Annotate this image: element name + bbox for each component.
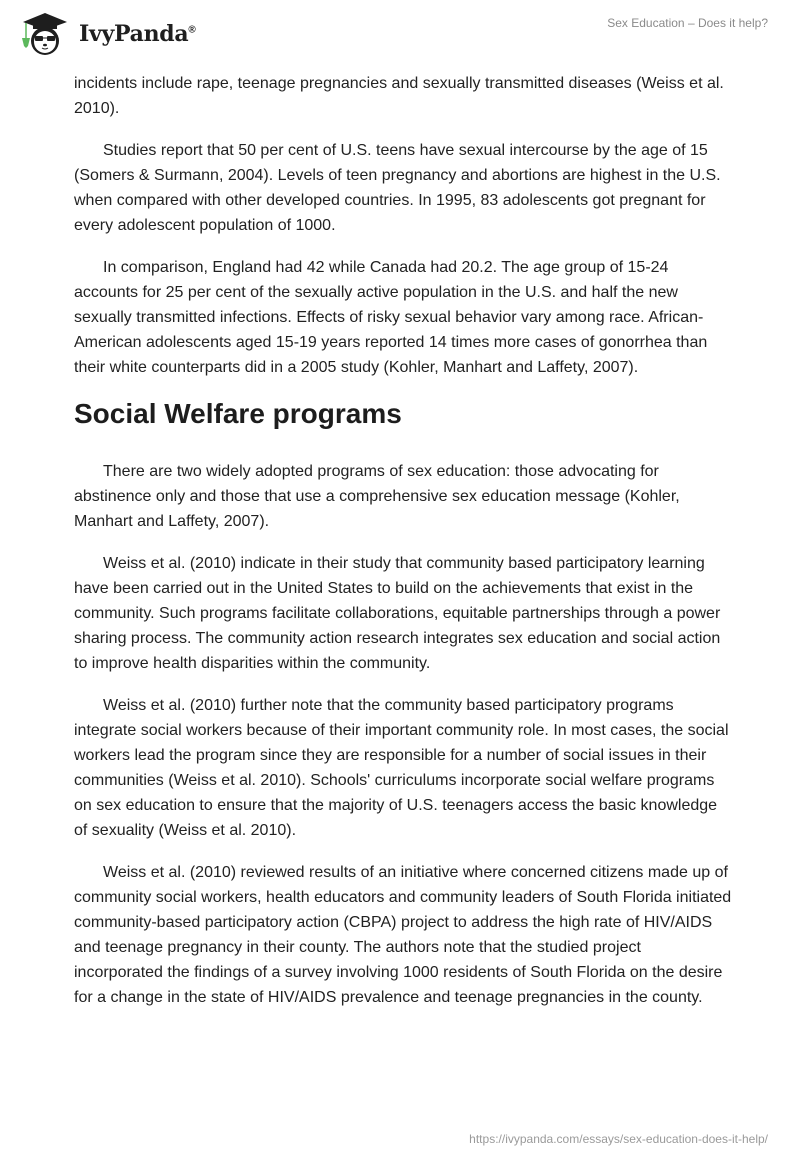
paragraph: incidents include rape, teenage pregnancies and sexually transmitted diseases (Weiss et al. 2010). — [74, 75, 724, 117]
paragraph: Weiss et al. (2010) reviewed results of an initiative where concerned citizens made up of community social workers, health educators and community leaders of South Florida initiated community-based participatory action (CBPA) project to address the high rate of HIV/AIDS and teenage pregnancy in their county. The authors note that the studied project incorporated the findings of a survey involving 1000 residents of South Florida on the desire for a change in the state of HIV/AIDS prevalence and teenage pregnancies in the county. — [74, 864, 732, 1006]
document-title: Sex Education – Does it help? — [607, 16, 768, 30]
paragraph: Weiss et al. (2010) indicate in their study that community based participatory learning have been carried out in the United States to build on the achievements that exist in the community. Such programs facilitate collaborations, equitable partnerships through a power sharing process. The community action research integrates sex education and social action to improve health disparities within the community. — [74, 555, 721, 672]
section-heading: Social Welfare programs — [74, 398, 402, 429]
paragraph: Studies report that 50 per cent of U.S. teens have sexual intercourse by the age of 15 (Somers & Surmann, 2004). Levels of teen pregnancy and abortions are highest in the U.S. when compared with other developed countries. In 1995, 83 adolescents got pregnant for every adolescent population of 1000. — [74, 142, 721, 234]
brand-name: IvyPanda® — [79, 21, 196, 47]
paragraph: There are two widely adopted programs of sex education: those advocating for abstinence only and those that use a comprehensive sex education message (Kohler, Manhart and Laffety, 2007). — [74, 463, 680, 530]
paragraph: Weiss et al. (2010) further note that the community based participatory programs integrate social workers because of their important community role. In most cases, the social workers lead the program since they are responsible for a number of social issues in their communities (Weiss et al. 2010). Schools' curriculums incorporate social welfare programs on sex education to ensure that the majority of U.S. teenagers access the basic knowledge of sexuality (Weiss et al. 2010). — [74, 697, 729, 839]
ivypanda-logo[interactable] — [15, 10, 195, 58]
source-url-link[interactable]: https://ivypanda.com/essays/sex-education-does-it-help/ — [469, 1132, 768, 1146]
essay-content — [74, 71, 734, 1027]
registered-mark: ® — [188, 24, 196, 36]
page-header — [0, 0, 800, 66]
paragraph: In comparison, England had 42 while Canada had 20.2. The age group of 15-24 accounts for 25 per cent of the sexually active population in the U.S. and half the new sexually transmitted infections. Effects of risky sexual behavior vary among race. African-American adolescents aged 15-19 years reported 14 times more cases of gonorrhea than their white counterparts did in a 2005 study (Kohler, Manhart and Laffety, 2007). — [74, 259, 708, 376]
panda-graduate-icon — [15, 10, 73, 58]
